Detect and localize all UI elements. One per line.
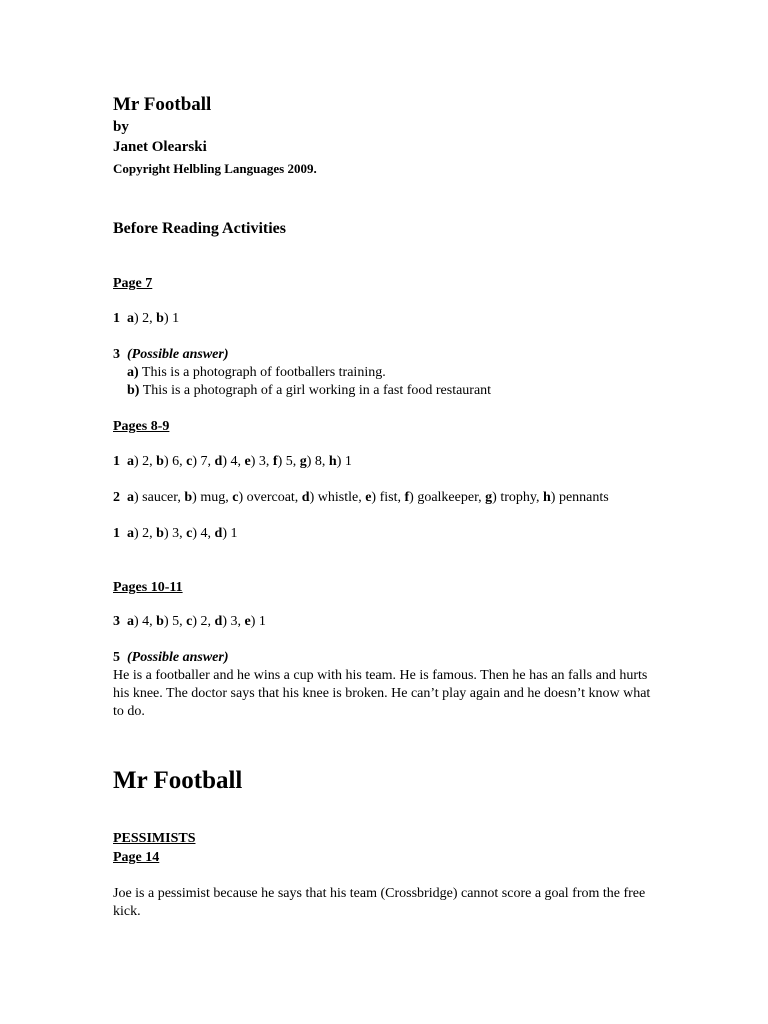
answer-list [127, 311, 179, 326]
answer-line [127, 383, 491, 399]
answer-value: ) 1 [222, 526, 238, 541]
answer-key: b [156, 614, 164, 629]
answer-key: c [186, 614, 193, 629]
body-paragraph: Joe is a pessimist because he says that his team (Crossbridge) cannot score a goal from the free kick. [113, 886, 646, 919]
option-key: b) [127, 383, 140, 398]
answer-key: g [299, 454, 307, 469]
answer-line [113, 454, 352, 470]
answer-key: a [127, 614, 134, 629]
question-number: 1 [113, 454, 120, 469]
answer-value: ) 4, [134, 614, 157, 629]
answer-heading [113, 650, 229, 666]
answer-value: ) 2, [134, 526, 157, 541]
section-title: Mr Football [113, 767, 243, 794]
question-number: 3 [113, 614, 120, 629]
section-heading: Before Reading Activities [113, 220, 287, 237]
answer-key: f [404, 490, 410, 505]
copyright-line: Copyright Helbling Languages 2009. [113, 161, 317, 176]
answer-line [113, 311, 179, 327]
answer-key: e [244, 614, 251, 629]
doc-title: Mr Football [113, 94, 212, 115]
answer-value: ) whistle, [309, 490, 366, 505]
answer-key: d [214, 454, 223, 469]
option-text: This is a photograph of footballers training. [141, 365, 386, 380]
answer-key: b [156, 526, 164, 541]
answer-key: d [214, 614, 223, 629]
question-number: 1 [113, 526, 120, 541]
answer-value: ) 5, [277, 454, 300, 469]
answer-key: e [365, 490, 372, 505]
answer-value: ) trophy, [492, 490, 543, 505]
answer-value: ) 5, [163, 614, 187, 629]
answer-value: ) goalkeeper, [409, 490, 486, 505]
answer-value: ) pennants [550, 490, 609, 505]
author-name: Janet Olearski [113, 139, 207, 155]
page-label-10-11: Pages 10-11 [113, 580, 183, 595]
answer-key: c [232, 490, 239, 505]
answer-value: ) 1 [250, 614, 266, 629]
answer-key: g [485, 490, 493, 505]
answer-value: ) 1 [336, 454, 352, 469]
page-label-7: Page 7 [113, 276, 153, 291]
option-text: This is a photograph of a girl working in a fast food restaurant [142, 383, 492, 398]
option-key: a) [127, 365, 139, 380]
answer-paragraph: He is a footballer and he wins a cup with his team. He is famous. Then he has an falls and hurts his knee. The doctor says that his knee is broken. He can’t play again and he doesn’t know what to do. [113, 668, 651, 719]
answer-list [127, 614, 266, 629]
possible-answer-note: (Possible answer) [127, 650, 229, 665]
answer-value: ) 6, [163, 454, 187, 469]
page-label-8-9: Pages 8-9 [113, 419, 170, 434]
answer-value: ) 3, [163, 526, 187, 541]
answer-value: ) 8, [306, 454, 329, 469]
answer-heading [113, 347, 229, 363]
answer-key: a [127, 454, 134, 469]
answer-value: ) fist, [371, 490, 405, 505]
question-number: 3 [113, 347, 120, 362]
answer-key: a [127, 311, 134, 326]
answer-key: b [156, 311, 164, 326]
page-label-14: Page 14 [113, 850, 160, 865]
answer-line [113, 614, 266, 630]
section-heading-pessimists: PESSIMISTS [113, 831, 196, 846]
answer-key: b [184, 490, 193, 505]
answer-value: ) overcoat, [238, 490, 302, 505]
answer-value: ) 4, [192, 526, 215, 541]
answer-list [127, 490, 609, 505]
answer-value: ) 4, [222, 454, 245, 469]
question-number: 1 [113, 311, 120, 326]
answer-value: ) 7, [192, 454, 215, 469]
answer-key: h [542, 490, 551, 505]
answer-key: d [301, 490, 310, 505]
answer-value: ) 3, [222, 614, 245, 629]
answer-key: c [186, 454, 193, 469]
answer-key: c [186, 526, 193, 541]
question-number: 5 [113, 650, 120, 665]
answer-value: ) 1 [163, 311, 180, 326]
answer-value: ) 3, [250, 454, 273, 469]
by-line: by [113, 119, 129, 135]
answer-line [113, 490, 609, 506]
possible-answer-note: (Possible answer) [127, 347, 229, 362]
answer-key: a [127, 526, 134, 541]
answer-line [127, 365, 386, 381]
answer-list [127, 454, 352, 469]
answer-key: e [244, 454, 251, 469]
answer-line [113, 526, 238, 542]
answer-value: ) 2, [134, 311, 157, 326]
answer-value: ) 2, [192, 614, 215, 629]
answer-list [127, 526, 238, 541]
answer-key: h [328, 454, 337, 469]
answer-value: ) mug, [192, 490, 233, 505]
answer-key: f [272, 454, 278, 469]
answer-value: ) saucer, [134, 490, 185, 505]
answer-key: d [214, 526, 223, 541]
question-number: 2 [113, 490, 120, 505]
answer-key: b [156, 454, 164, 469]
answer-key: a [127, 490, 134, 505]
answer-value: ) 2, [134, 454, 157, 469]
